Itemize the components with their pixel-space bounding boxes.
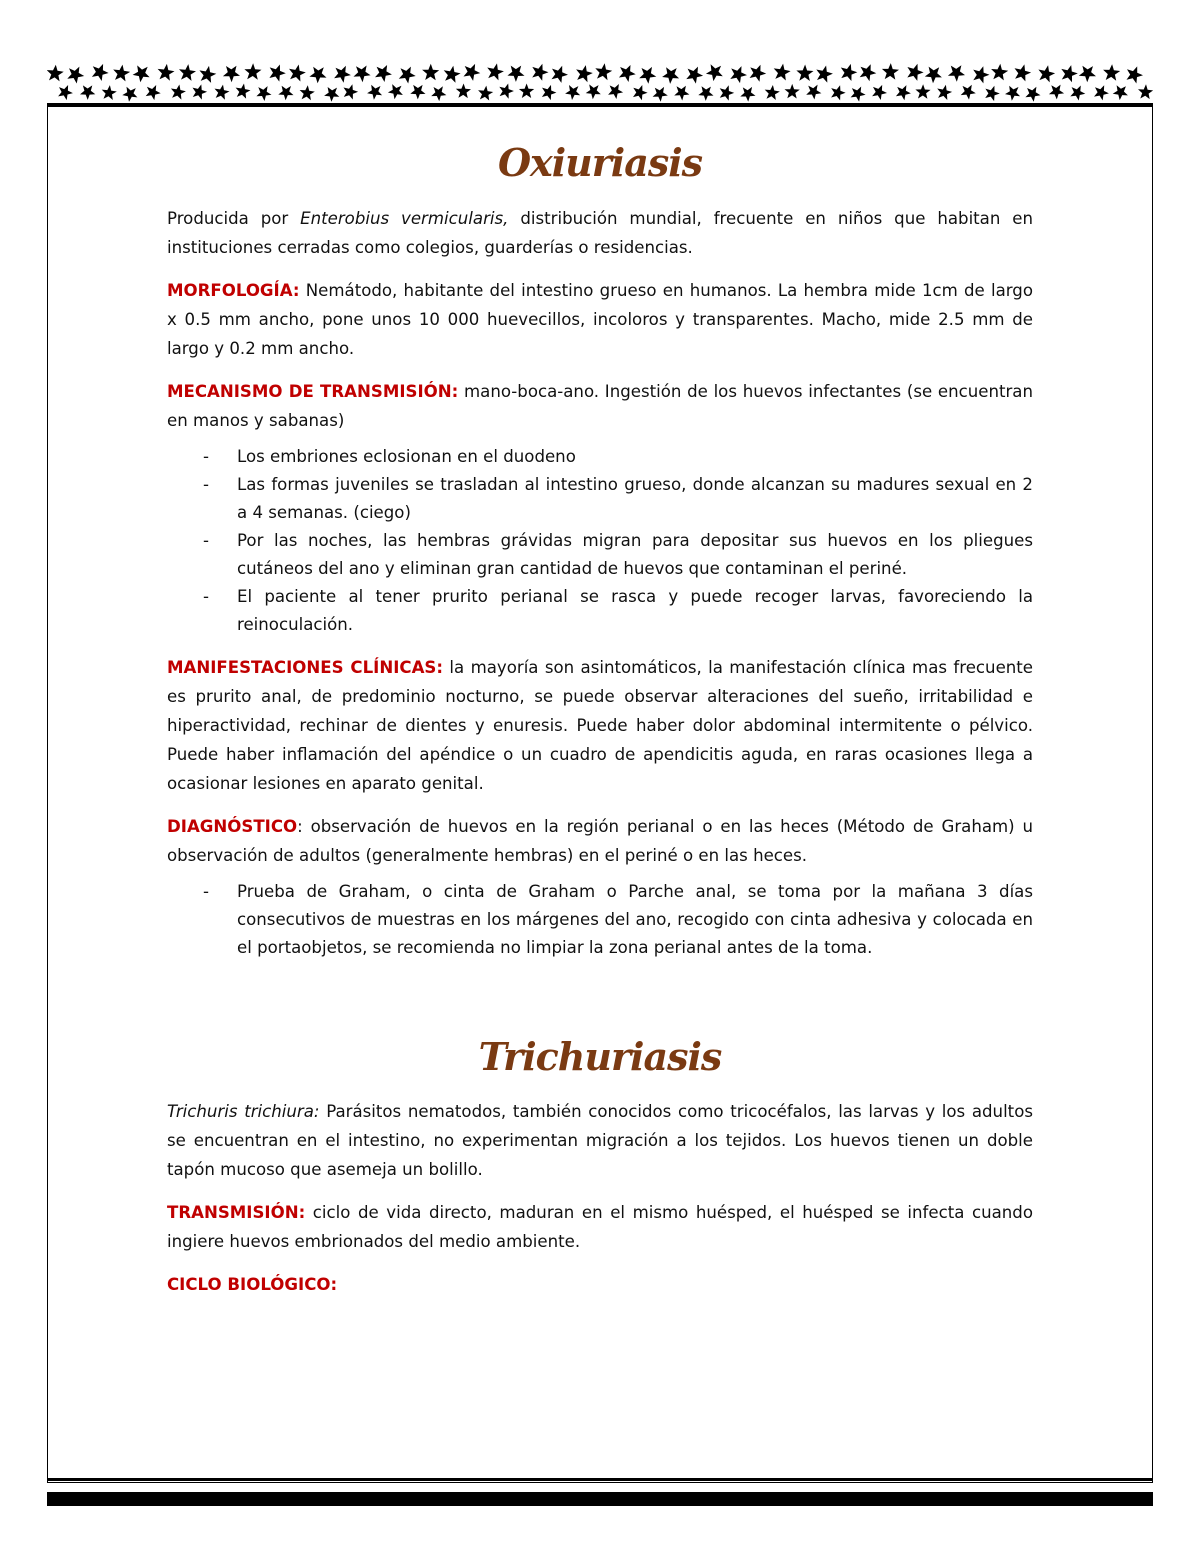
list-item: - El paciente al tener prurito perianal se rasca y puede recoger larvas, favoreciendo la reinoculación. — [167, 583, 1033, 639]
species-name: Enterobius vermicularis, — [300, 208, 509, 228]
trichuriasis-transmision-text: ciclo de vida directo, maduran en el mismo huésped, el huésped se infecta cuando ingiere huevos embrionados del medio ambiente. — [167, 1203, 1033, 1252]
transmision-paragraph — [167, 377, 1033, 435]
transmision-list — [167, 443, 1033, 639]
list-item: - Los embriones eclosionan en el duodeno — [167, 443, 1033, 471]
oxiuriasis-intro — [167, 204, 1033, 262]
intro-text-2: distribución mundial, frecuente en niños que habitan en instituciones cerradas como colegios, guarderías o residencias. — [167, 208, 1033, 257]
star-pattern — [47, 63, 1153, 103]
list-marker: - — [203, 446, 209, 466]
manifestaciones-label: MANIFESTACIONES CLÍNICAS: — [167, 657, 444, 677]
diagnostico-paragraph — [167, 812, 1033, 870]
diagnostico-text: : observación de huevos en la región perianal o en las heces (Método de Graham) u observación de adultos (generalmente hembras) en el periné o en las heces. — [167, 816, 1033, 865]
title-oxiuriasis: Oxiuriasis — [497, 140, 703, 185]
transmision-label: MECANISMO DE TRANSMISIÓN: — [167, 381, 459, 401]
title-trichuriasis: Trichuriasis — [478, 1033, 722, 1079]
trichuriasis-transmision-paragraph — [167, 1198, 1033, 1256]
morfologia-text: Nemátodo, habitante del intestino grueso en humanos. La hembra mide 1cm de largo x 0.5 mm ancho, pone unos 10 000 huevecillos, incoloros y transparentes. Macho, mide 2.5 mm de largo y 0.2 mm ancho. — [167, 280, 1033, 358]
list-marker: - — [203, 881, 209, 901]
footer-rule-thin — [47, 1478, 1153, 1481]
species-name: Trichuris trichiura: — [167, 1102, 320, 1122]
list-marker: - — [203, 530, 209, 550]
document-body — [167, 140, 1033, 1313]
morfologia-paragraph — [167, 276, 1033, 363]
manifestaciones-text: la mayoría son asintomáticos, la manifestación clínica mas frecuente es prurito anal, de predominio nocturno, se puede observar alteraciones del sueño, irritabilidad e hiperactividad, rechinar de dientes y enuresis. Puede haber dolor abdominal intermitente o pélvico. Puede haber inflamación del apéndice o un cuadro de apendicitis aguda, en raras ocasiones llega a ocasionar lesiones en aparato genital. — [167, 657, 1034, 793]
star-border-band — [47, 63, 1153, 103]
manifestaciones-paragraph — [167, 653, 1033, 798]
list-item: - Por las noches, las hembras grávidas migran para depositar sus huevos en los pliegues cutáneos del ano y eliminan gran cantidad de huevos que contaminan el periné. — [167, 527, 1033, 583]
morfologia-label: MORFOLOGÍA: — [167, 280, 300, 300]
list-marker: - — [203, 586, 209, 606]
header-rule — [47, 103, 1153, 107]
footer-rule-thick — [47, 1492, 1153, 1506]
transmision-text: mano-boca-ano. Ingestión de los huevos infectantes (se encuentran en manos y sabanas) — [167, 381, 1033, 430]
trichuriasis-transmision-label: TRANSMISIÓN: — [167, 1203, 306, 1223]
ciclo-label: CICLO BIOLÓGICO: — [167, 1275, 338, 1295]
list-marker: - — [203, 474, 209, 494]
diagnostico-list — [167, 878, 1033, 962]
list-item: - Prueba de Graham, o cinta de Graham o Parche anal, se toma por la mañana 3 días consecutivos de muestras en los márgenes del ano, recogido con cinta adhesiva y colocada en el portaobjetos, se recomienda no limpiar la zona perianal antes de la toma. — [167, 878, 1033, 962]
trichuriasis-intro — [167, 1097, 1033, 1184]
trichuriasis-intro-text: Parásitos nematodos, también conocidos como tricocéfalos, las larvas y los adultos se encuentran en el intestino, no experimentan migración a los tejidos. Los huevos tienen un doble tapón mucoso que asemeja un bolillo. — [167, 1102, 1033, 1180]
diagnostico-label: DIAGNÓSTICO — [167, 816, 298, 836]
list-item: - Las formas juveniles se trasladan al intestino grueso, donde alcanzan su madures sexual en 2 a 4 semanas. (ciego) — [167, 471, 1033, 527]
ciclo-paragraph — [167, 1270, 1033, 1299]
intro-text-1: Producida por — [167, 208, 301, 228]
